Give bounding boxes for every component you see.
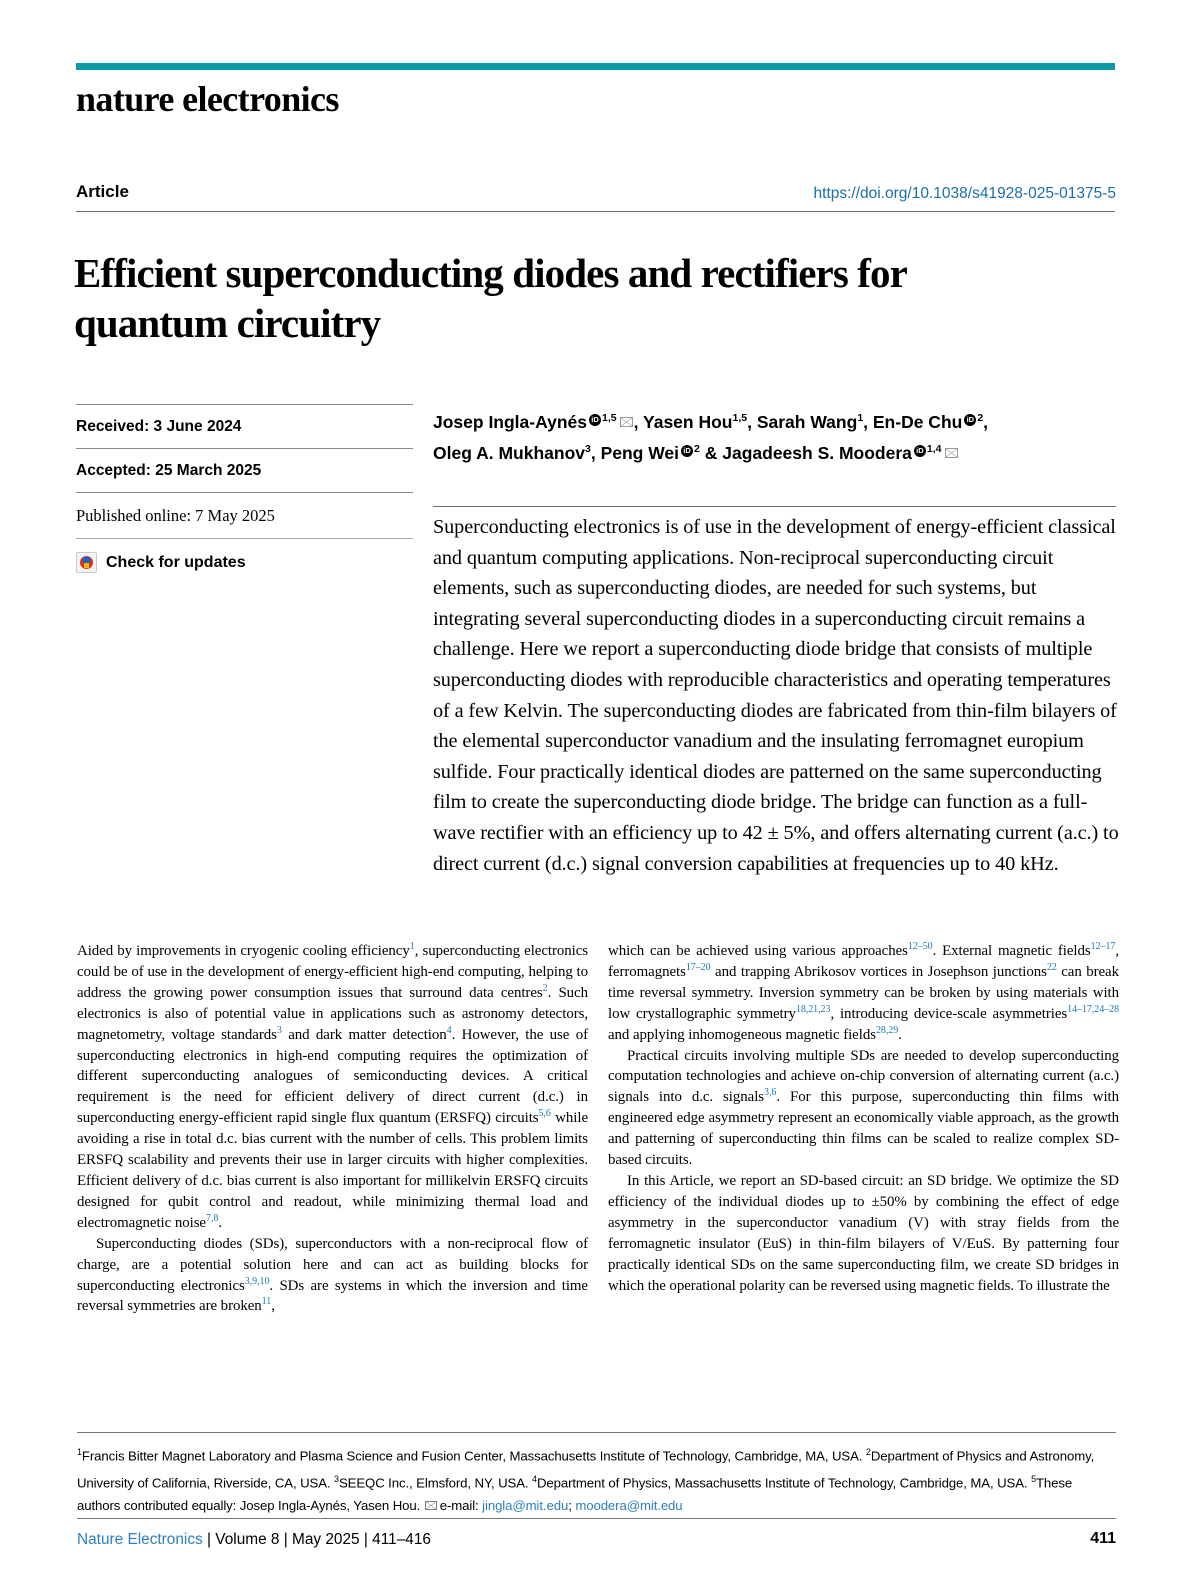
author-affil-marker: 1 [857,412,864,424]
body-column-right [608,941,1119,1296]
author-affil-marker: 3 [585,442,591,455]
email-separator: ; [568,1497,576,1513]
citation-ref[interactable]: 3,6 [764,1087,777,1099]
citation-ref[interactable]: 14–17,24–28 [1067,1003,1119,1015]
author-name: Oleg A. Mukhanov [433,442,586,463]
citation-ref[interactable]: 4 [446,1024,452,1036]
body-paragraph: Practical circuits involving multiple SDs are needed to develop superconducting computation technologies and achieve on-chip conversion of alternating current (a.c.) signals into d.c. signals$^{3,6}$. For this purpose, superconducting thin films with engineered edge asymmetry represent an economically viable approach, as the growth and patterning of superconducting thin films can be scaled to realize complex SD-based circuits. [608,1047,1119,1169]
published-date: Published online: 7 May 2025 [76,506,275,525]
email-icon[interactable] [620,417,633,427]
citation-ref[interactable]: 5,6 [538,1108,551,1120]
author-name: , Sarah Wang [747,411,858,432]
footer-divider [77,1518,1116,1519]
footer-volume-info: | Volume 8 | May 2025 | 411–416 [202,1531,431,1548]
author-name: , Peng Wei [590,442,680,463]
citation-ref[interactable]: 18,21,23 [795,1003,831,1015]
author-affil-marker: 2 [977,412,984,424]
body-paragraph: which can be achieved using various approaches$^{12-50}$. External magnetic fields$^{12-17}$, ferromagnets$^{17-20}$ and trapping Abrikosov vortices in Josephson junctions$^{22}$ can break time reversal symmetry. Inversion symmetry can be broken by using materials with low crystallographic symmetry$^{18,21,23}$, introducing device-scale asymmetries$^{14-17,24-28}$ and applying inhomogeneous magnetic fields$^{28,29}$. [608,941,1119,1043]
body-paragraph: Superconducting diodes (SDs), superconductors with a non-reciprocal flow of charge, are a potential solution here and can act as building blocks for superconducting electronics$^{3,9,10}$. SDs are systems in which the inversion and time reversal symmetries are broken$^{11}$, [77,1235,588,1315]
received-date: Received: 3 June 2024 [76,418,242,435]
author-affil-marker: 1,5 [732,412,748,424]
author-name: , En-De Chu [863,411,963,432]
email-link-1[interactable]: jingla@mit.edu [482,1497,569,1513]
email-icon[interactable] [945,448,958,458]
citation-ref[interactable]: 22 [1046,961,1057,973]
check-for-updates-label: Check for updates [106,553,246,571]
affil-text-4: Department of Physics, Massachusetts Institute of Technology, Cambridge, MA, USA. [536,1475,1032,1491]
email-label: e-mail: [439,1497,483,1513]
body-paragraph: In this Article, we report an SD-based circuit: an SD bridge. We optimize the SD efficiency of the individual diodes up to ±50% by combining the effect of edge asymmetry in the superconductor vanadium (V) with stray fields from the ferromagnetic insulator (EuS) in thin-film bilayers of V/EuS. By patterning four practically identical SDs on the same superconducting film, we create SD bridges in which the operational polarity can be reversed using magnetic fields. To illustrate the [608,1172,1119,1294]
author-affil-marker: 1,4 [926,442,942,455]
abstract-divider [433,506,1116,507]
affiliations-block [77,1441,1118,1517]
crossmark-icon [76,552,97,573]
masthead-accent-rule [76,63,1115,70]
orcid-icon[interactable] [914,445,926,457]
author-name: Josep Ingla-Aynés [433,411,587,432]
citation-ref[interactable]: 2 [542,982,548,994]
affil-marker-1: 1 [77,1447,82,1457]
citation-ref[interactable]: 1 [409,941,415,953]
affil-marker-3: 3 [334,1473,339,1484]
affil-text-3: SEEQC Inc., Elmsford, NY, USA. [338,1475,533,1491]
author-name: & Jagadeesh S. Moodera [699,442,912,463]
article-metadata-block [76,404,413,573]
citation-ref[interactable]: 3 [276,1024,282,1036]
orcid-icon[interactable] [681,445,693,457]
affil-text-1: Francis Bitter Magnet Laboratory and Plasma Science and Fusion Center, Massachusetts Institute of Technology, Cambridge, MA, USA. [81,1448,866,1464]
affil-text-2: Department of Physics and Astronomy, University of California, Riverside, CA, USA. [77,1448,1095,1491]
page-number: 411 [1090,1530,1116,1547]
header-divider [76,211,1115,212]
author-separator: , [983,411,989,432]
footer-journal-link[interactable]: Nature Electronics [77,1531,203,1548]
affiliations-divider [77,1432,1116,1433]
body-column-left [77,941,588,1317]
author-affil-marker: 1,5 [601,412,617,424]
citation-ref[interactable]: 12–50 [907,941,933,953]
email-icon [425,1501,437,1510]
affil-text-5: These authors contributed equally: Josep Ingla-Aynés, Yasen Hou. [77,1475,1073,1513]
journal-masthead-title: nature electronics [76,79,339,119]
citation-ref[interactable]: 28,29 [875,1024,899,1036]
author-list [433,405,1116,467]
citation-ref[interactable]: 3,9,10 [244,1275,270,1287]
author-name: , Yasen Hou [633,411,733,432]
footer-citation [77,1531,431,1549]
citation-ref[interactable]: 12–17 [1090,941,1116,953]
page-title: Efficient superconducting diodes and rectifiers for quantum circuitry [74,250,907,347]
orcid-icon[interactable] [964,414,976,426]
doi-link[interactable]: https://doi.org/10.1038/s41928-025-01375-5 [813,185,1116,202]
affil-marker-5: 5 [1031,1473,1036,1484]
email-link-2[interactable]: moodera@mit.edu [575,1497,683,1513]
abstract-text: Superconducting electronics is of use in the development of energy-efficient classical and quantum computing applications. Non-reciprocal superconducting circuit elements, such as superconducting diodes, are needed for such systems, but integrating several superconducting diodes in a superconducting circuit remains a challenge. Here we report a superconducting diode bridge that consists of multiple superconducting diodes with reproducible characteristics and operating temperatures of a few Kelvin. The superconducting diodes are fabricated from thin-film bilayers of the elemental superconductor vanadium and the insulating ferromagnet europium sulfide. Four practically identical diodes are patterned on the same superconducting film to create the superconducting diode bridge. The bridge can function as a full-wave rectifier with an efficiency up to 42 ± 5%, and offers alternating current (a.c.) to direct current (d.c.) signal conversion capabilities at frequencies up to 40 kHz. [433,516,1119,875]
affil-marker-2: 2 [865,1447,871,1457]
affil-marker-4: 4 [532,1473,537,1484]
check-for-updates-button[interactable] [76,539,413,573]
accepted-date: Accepted: 25 March 2025 [76,462,262,479]
citation-ref[interactable]: 7,8 [205,1212,219,1224]
citation-ref[interactable]: 11 [261,1296,272,1308]
body-paragraph: Aided by improvements in cryogenic cooling efficiency$^1$, superconducting electronics could be of use in the development of energy-efficient high-end computing, helping to address the growing power consumption issues that surround data centres$^2$. Such electronics is also of potential value in applications such as astronomy detectors, magnetometry, voltage standards$^3$ and dark matter detection$^4$. However, the use of superconducting electronics in high-end computing requires the optimization of different superconducting analogues of semiconducting devices. A critical requirement is the need for efficient delivery of direct current (d.c.) in superconducting energy-efficient rapid single flux quantum (ERSFQ) circuits$^{5,6}$ while avoiding a rise in total d.c. bias current with the number of cells. This problem limits ERSFQ scalability and prevents their use in larger circuits with higher complexities. Efficient delivery of d.c. bias current is also important for millikelvin ERSFQ circuits designed for qubit control and readout, while minimizing thermal load and electromagnetic noise$^{7,8}$. [77,941,588,1231]
author-affil-marker: 2 [694,442,700,455]
article-type-label: Article [76,182,129,201]
orcid-icon[interactable] [589,414,601,426]
citation-ref[interactable]: 17–20 [685,961,711,973]
